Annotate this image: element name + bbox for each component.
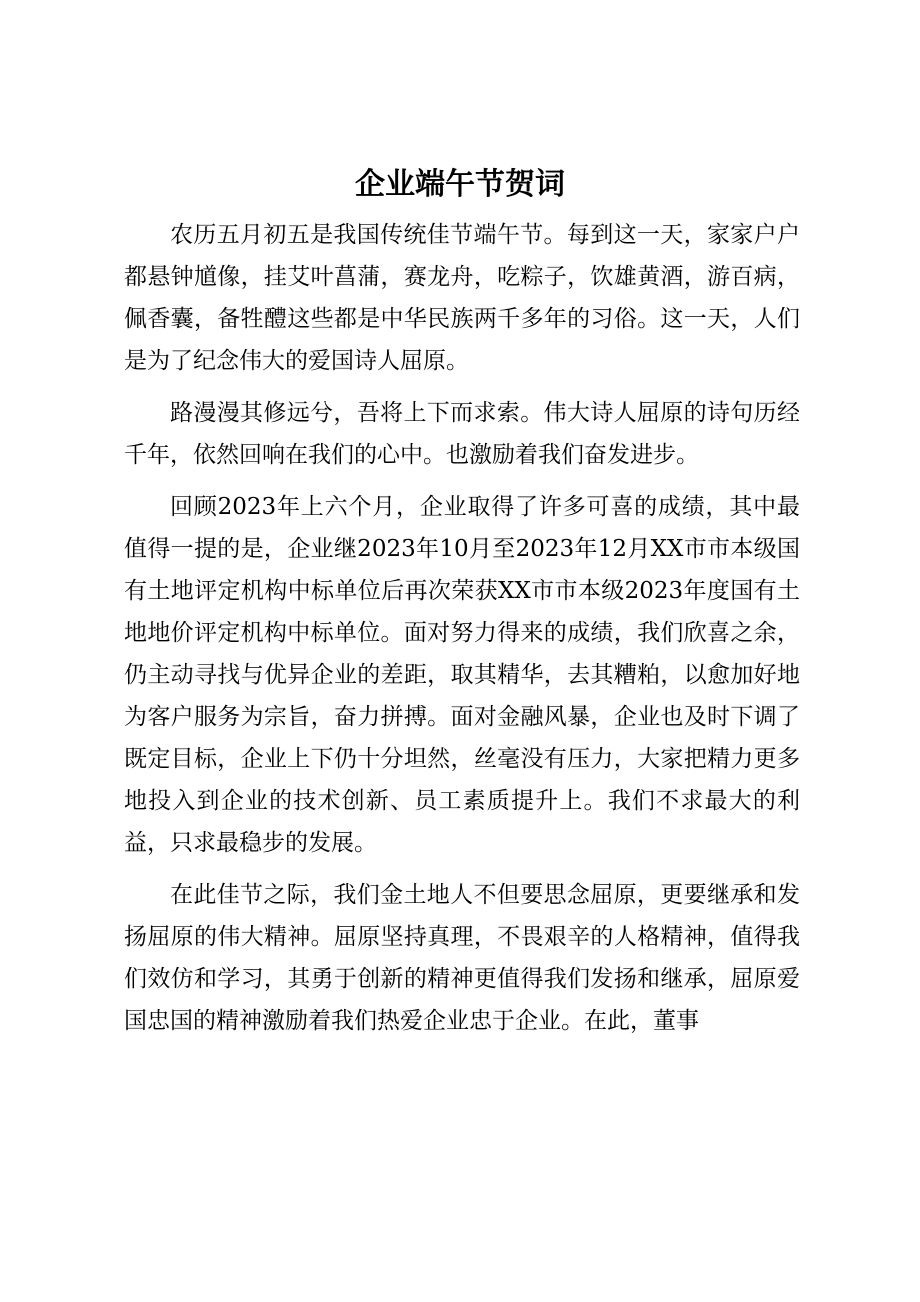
document-title: 企业端午节贺词 <box>355 167 565 202</box>
paragraph-dragon-boat-customs: 农历五月初五是我国传统佳节端午节。每到这一天，家家户户都悬钟馗像，挂艾叶菖蒲，赛龙舟，吃粽子，饮雄黄酒，游百病，佩香囊，备牲醴这些都是中华民族两千多年的习俗。这一天，人们是为了纪念伟大的爱国诗人屈原。 <box>124 222 800 374</box>
document-body <box>124 214 800 1052</box>
paragraph-achievements-review: 回顾2023年上六个月，企业取得了许多可喜的成绩，其中最值得一提的是，企业继2023年10月至2023年12月XX市市本级国有土地评定机构中标单位后再次荣获XX市市本级2023年度国有土地地价评定机构中标单位。面对努力得来的成绩，我们欣喜之余，仍主动寻找与优异企业的差距，取其精华，去其糟粕，以愈加好地为客户服务为宗旨，奋力拼搏。面对金融风暴，企业也及时下调了既定目标，企业上下仍十分坦然，丝毫没有压力，大家把精力更多地投入到企业的技术创新、员工素质提升上。我们不求最大的利益，只求最稳步的发展。 <box>124 494 800 856</box>
paragraph-spirit-inheritance: 在此佳节之际，我们金土地人不但要思念屈原，更要继承和发扬屈原的伟大精神。屈原坚持真理，不畏艰辛的人格精神，值得我们效仿和学习，其勇于创新的精神更值得我们发扬和继承，屈原爱国忠国的精神激励着我们热爱企业忠于企业。在此，董事 <box>124 882 800 1034</box>
paragraph-qu-yuan-verse: 路漫漫其修远兮，吾将上下而求索。伟大诗人屈原的诗句历经千年，依然回响在我们的心中。也激励着我们奋发进步。 <box>124 400 800 468</box>
